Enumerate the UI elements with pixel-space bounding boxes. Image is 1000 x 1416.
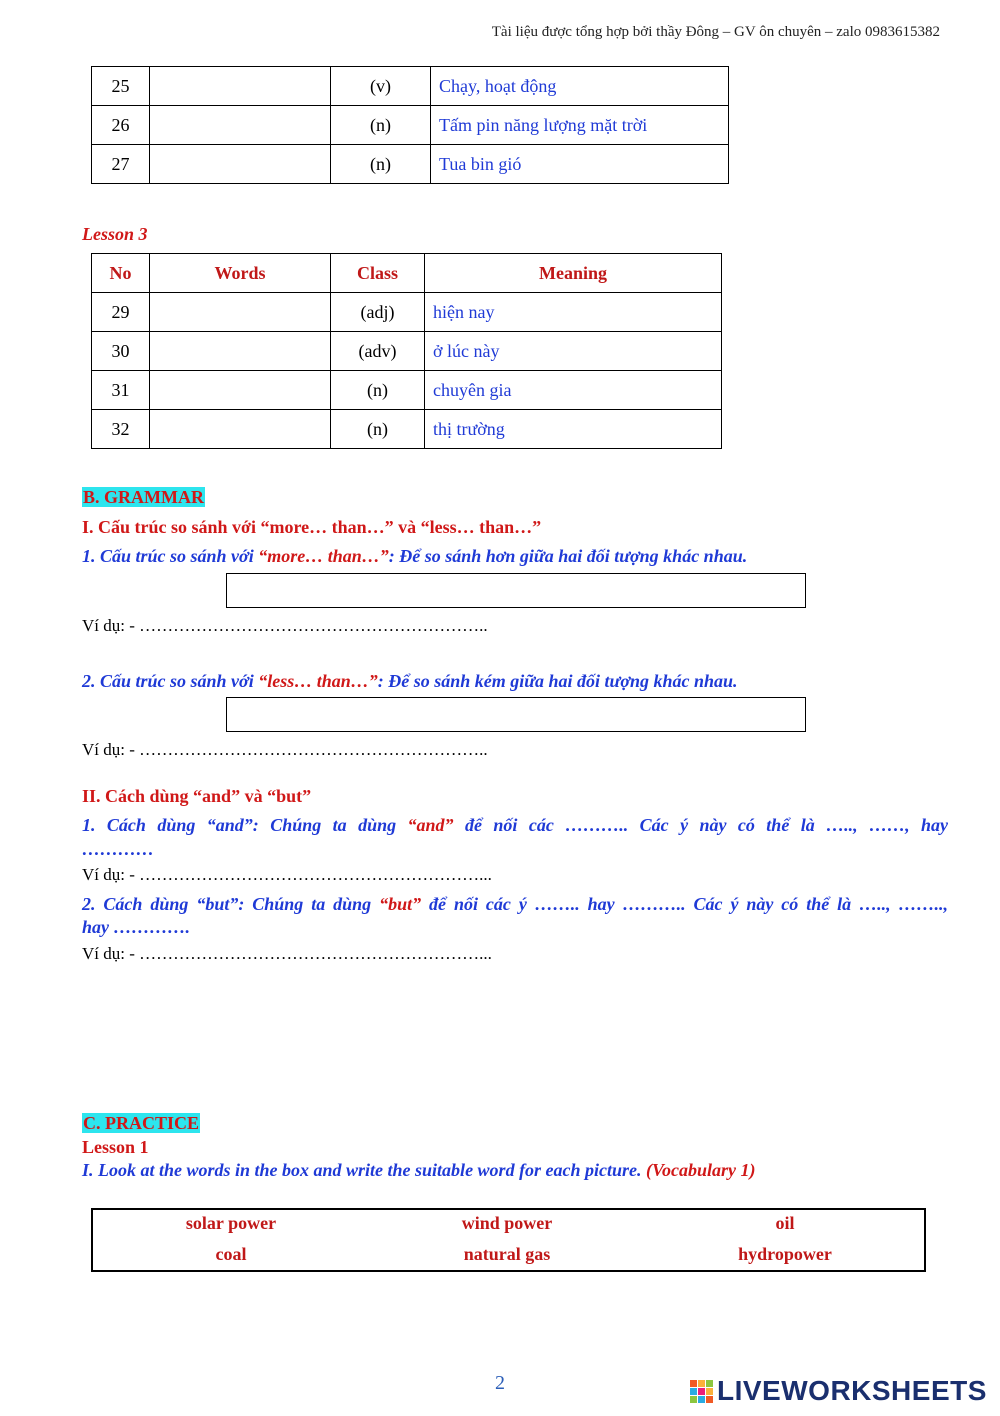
header-words: Words — [150, 254, 331, 293]
and-usage-suffix: để nối các ……….. Các ý này có thể là ….., ……, hay — [453, 815, 948, 835]
grammar-item2-suffix: : Để so sánh kém giữa hai đối tượng khác nhau. — [377, 671, 738, 691]
cell-words[interactable] — [150, 106, 331, 145]
example-line-4[interactable]: Ví dụ: - ……………………………………………………... — [82, 944, 492, 963]
liveworksheets-logo — [690, 1374, 987, 1408]
grammar-item1-keyword: “more… than…” — [258, 546, 389, 566]
grammar-section2-title: II. Cách dùng “and” và “but” — [82, 786, 312, 806]
table-row — [92, 371, 722, 410]
but-usage-suffix: để nối các ý …….. hay ……….. Các ý này có thể là ….., …….., — [421, 894, 949, 914]
formula-answer-box-2[interactable] — [226, 697, 806, 732]
cell-no: 26 — [92, 106, 150, 145]
word-box-item: solar power — [185, 1213, 277, 1233]
cell-no: 25 — [92, 67, 150, 106]
word-box — [91, 1208, 926, 1272]
practice-heading-wrap — [82, 1113, 200, 1134]
grammar-item2 — [82, 671, 738, 692]
word-box-item: wind power — [461, 1213, 553, 1233]
formula-answer-box-1[interactable] — [226, 573, 806, 608]
example-line-1[interactable]: Ví dụ: - …………………………………………………….. — [82, 616, 488, 635]
cell-meaning: chuyên gia — [425, 371, 722, 410]
header-meaning: Meaning — [425, 254, 722, 293]
cell-no: 30 — [92, 332, 150, 371]
cell-class: (n) — [331, 410, 425, 449]
table-row — [92, 145, 729, 184]
grammar-item2-prefix: 2. Cấu trúc so sánh với — [82, 671, 259, 691]
cell-meaning: Tua bin gió — [431, 145, 729, 184]
cell-words[interactable] — [150, 145, 331, 184]
lesson3-vocab-table — [91, 253, 722, 449]
cell-class: (n) — [331, 371, 425, 410]
practice-instruction — [82, 1160, 756, 1181]
table-row — [92, 293, 722, 332]
cell-meaning: ở lúc này — [425, 332, 722, 371]
cell-no: 27 — [92, 145, 150, 184]
cell-class: (n) — [331, 106, 431, 145]
and-keyword: “and” — [407, 815, 454, 835]
page-number: 2 — [495, 1372, 505, 1394]
cell-class: (adv) — [331, 332, 425, 371]
table-header-row — [92, 254, 722, 293]
but-usage-prefix: 2. Cách dùng “but”: Chúng ta dùng — [82, 894, 380, 914]
cell-class: (adj) — [331, 293, 425, 332]
table-row — [92, 332, 722, 371]
example-line-3[interactable]: Ví dụ: - ……………………………………………………... — [82, 865, 492, 884]
but-keyword: “but” — [379, 894, 422, 914]
grammar-item1-prefix: 1. Cấu trúc so sánh với — [82, 546, 259, 566]
page-header: Tài liệu được tổng hợp bởi thầy Đông – GV ôn chuyên – zalo 0983615382 — [491, 24, 940, 40]
table-row — [92, 410, 722, 449]
word-box-item: hydropower — [738, 1244, 832, 1264]
cell-no: 32 — [92, 410, 150, 449]
table-row — [92, 106, 729, 145]
example-line-2[interactable]: Ví dụ: - …………………………………………………….. — [82, 740, 488, 759]
cell-no: 31 — [92, 371, 150, 410]
cell-words[interactable] — [150, 293, 331, 332]
cell-words[interactable] — [150, 332, 331, 371]
practice-lesson-title: Lesson 1 — [82, 1137, 149, 1157]
grammar-item1-suffix: : Để so sánh hơn giữa hai đối tượng khác nhau. — [388, 546, 748, 566]
cell-meaning: thị trường — [425, 410, 722, 449]
grammar-section1-title: I. Cấu trúc so sánh với “more… than…” và “less… than…” — [82, 517, 542, 537]
practice-instruction-tag: (Vocabulary 1) — [646, 1160, 756, 1180]
word-box-item: coal — [215, 1244, 247, 1264]
lesson3-title: Lesson 3 — [82, 224, 148, 244]
word-box-item: oil — [775, 1213, 795, 1233]
cell-class: (v) — [331, 67, 431, 106]
cell-meaning: Chạy, hoạt động — [431, 67, 729, 106]
grammar-heading: B. GRAMMAR — [83, 487, 204, 507]
vocab-table-continued — [91, 66, 729, 184]
and-usage-line1 — [82, 815, 948, 836]
grammar-item1 — [82, 546, 747, 567]
table-row — [92, 67, 729, 106]
cell-meaning: Tấm pin năng lượng mặt trời — [431, 106, 729, 145]
cell-words[interactable] — [150, 410, 331, 449]
header-class: Class — [331, 254, 425, 293]
but-usage-line2: hay …………. — [82, 917, 190, 937]
grammar-item2-keyword: “less… than…” — [258, 671, 378, 691]
cell-class: (n) — [331, 145, 431, 184]
word-box-item: natural gas — [463, 1244, 551, 1264]
practice-heading: C. PRACTICE — [83, 1113, 200, 1133]
cell-meaning: hiện nay — [425, 293, 722, 332]
cell-words[interactable] — [150, 371, 331, 410]
cell-words[interactable] — [150, 67, 331, 106]
cell-no: 29 — [92, 293, 150, 332]
logo-text: LIVEWORKSHEETS — [717, 1375, 987, 1406]
and-usage-prefix: 1. Cách dùng “and”: Chúng ta dùng — [82, 815, 408, 835]
but-usage-line1 — [82, 894, 948, 915]
header-no: No — [92, 254, 150, 293]
grammar-heading-wrap — [82, 487, 205, 508]
and-usage-line2: ………… — [82, 839, 154, 859]
logo-grid-icon — [690, 1380, 713, 1403]
practice-instruction-text: I. Look at the words in the box and write the suitable word for each picture. — [82, 1160, 642, 1180]
